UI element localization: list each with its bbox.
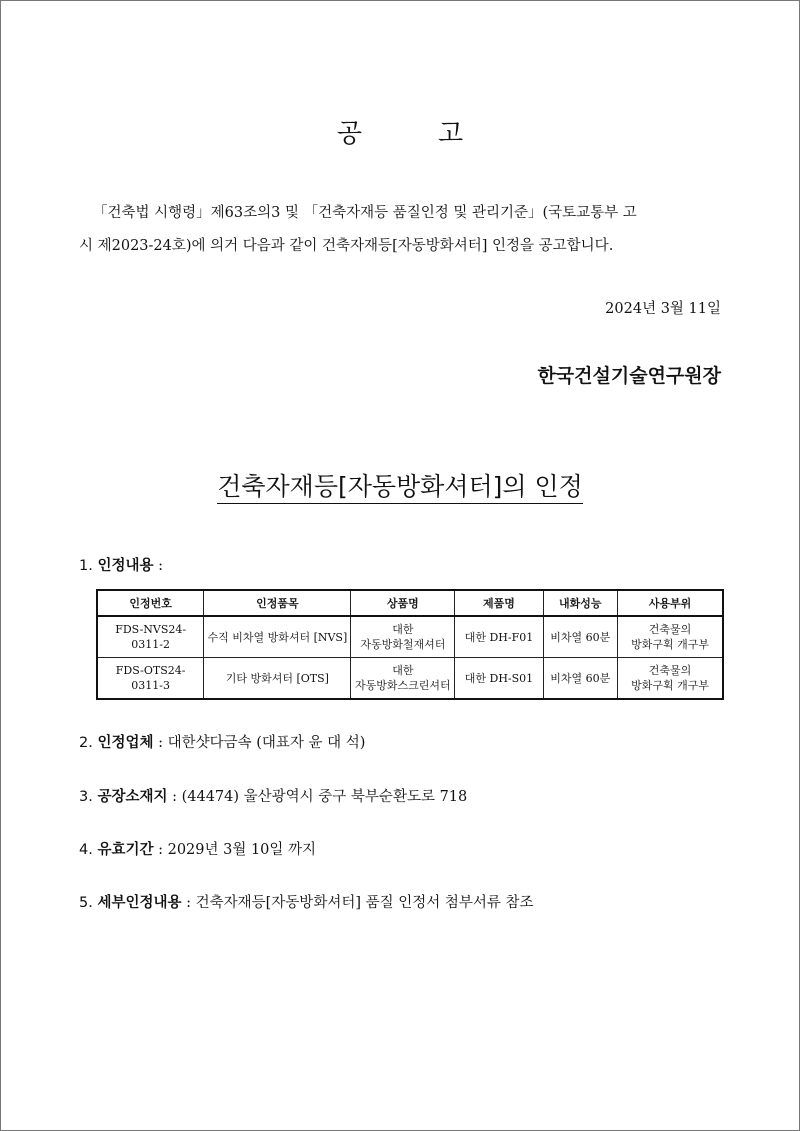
issuer-name: 한국건설기술연구원장: [537, 365, 721, 387]
section-value: : 대한샷다금속 (대표자 윤 대 석): [153, 735, 366, 751]
notice-date: 2024년 3월 11일: [605, 301, 721, 317]
table-row: [97, 616, 723, 658]
cell-use-line1: 건축물의: [648, 623, 692, 636]
intro-line-1: 「건축법 시행령」제63조의3 및 「건축자재등 품질인정 및 관리기준」(국토교통부 고: [93, 205, 637, 221]
col-header-product: 상품명: [351, 590, 455, 616]
section-value: :: [153, 558, 163, 574]
col-header-item: 인정품목: [204, 590, 351, 616]
intro-paragraph: [79, 197, 727, 263]
section-4: [79, 838, 316, 859]
cell-use-line1: 건축물의: [648, 664, 692, 677]
section-value: : 2029년 3월 10일 까지: [153, 842, 317, 858]
section-label: 유효기간: [97, 842, 154, 858]
col-header-fire: 내화성능: [543, 590, 617, 616]
section-number: 3.: [79, 789, 93, 805]
title-char-2: 고: [438, 119, 464, 149]
cell-fire: 비차열 60분: [543, 658, 617, 700]
section-value: : 건축자재등[자동방화셔터] 품질 인정서 첨부서류 참조: [181, 895, 534, 911]
section-3: [79, 785, 467, 806]
cell-model: 대한 DH-S01: [455, 658, 543, 700]
section-1: [79, 554, 163, 575]
section-number: 1.: [79, 558, 93, 574]
section-value: : (44474) 울산광역시 중구 북부순환도로 718: [167, 789, 468, 805]
certification-heading: [1, 467, 799, 503]
cell-use: [618, 658, 723, 700]
certification-table: [96, 589, 724, 700]
cell-product: [351, 658, 455, 700]
intro-line-2: 시 제2023-24호)에 의거 다음과 같이 건축자재등[자동방화셔터] 인정을 공고합니다.: [79, 238, 614, 254]
section-number: 5.: [79, 895, 93, 911]
section-number: 4.: [79, 842, 93, 858]
cell-id: FDS-OTS24-0311-3: [97, 658, 204, 700]
cell-item: 기타 방화셔터 [OTS]: [204, 658, 351, 700]
section-5: [79, 891, 534, 912]
section-label: 세부인정내용: [97, 895, 182, 911]
section-label: 인정업체: [97, 735, 154, 751]
col-header-model: 제품명: [455, 590, 543, 616]
certification-heading-text: 건축자재등[자동방화셔터]의 인정: [217, 472, 583, 504]
section-number: 2.: [79, 735, 93, 751]
col-header-use: 사용부위: [618, 590, 723, 616]
title-char-1: 공: [336, 119, 362, 149]
cell-fire: 비차열 60분: [543, 616, 617, 658]
cell-product-line2: 자동방화철재셔터: [360, 638, 446, 651]
cell-product-line2: 자동방화스크린셔터: [355, 679, 451, 692]
cell-product-line1: 대한: [392, 664, 414, 677]
cell-use-line2: 방화구획 개구부: [631, 679, 709, 692]
cell-use-line2: 방화구획 개구부: [631, 638, 709, 651]
section-label: 인정내용: [97, 558, 154, 574]
cell-id: FDS-NVS24-0311-2: [97, 616, 204, 658]
cell-product: [351, 616, 455, 658]
table-row: [97, 658, 723, 700]
cell-use: [618, 616, 723, 658]
section-2: [79, 731, 365, 752]
notice-title: [1, 113, 799, 150]
cell-model: 대한 DH-F01: [455, 616, 543, 658]
table-header-row: [97, 590, 723, 616]
col-header-id: 인정번호: [97, 590, 204, 616]
section-label: 공장소재지: [97, 789, 168, 805]
cell-item: 수직 비차열 방화셔터 [NVS]: [204, 616, 351, 658]
cell-product-line1: 대한: [392, 623, 414, 636]
